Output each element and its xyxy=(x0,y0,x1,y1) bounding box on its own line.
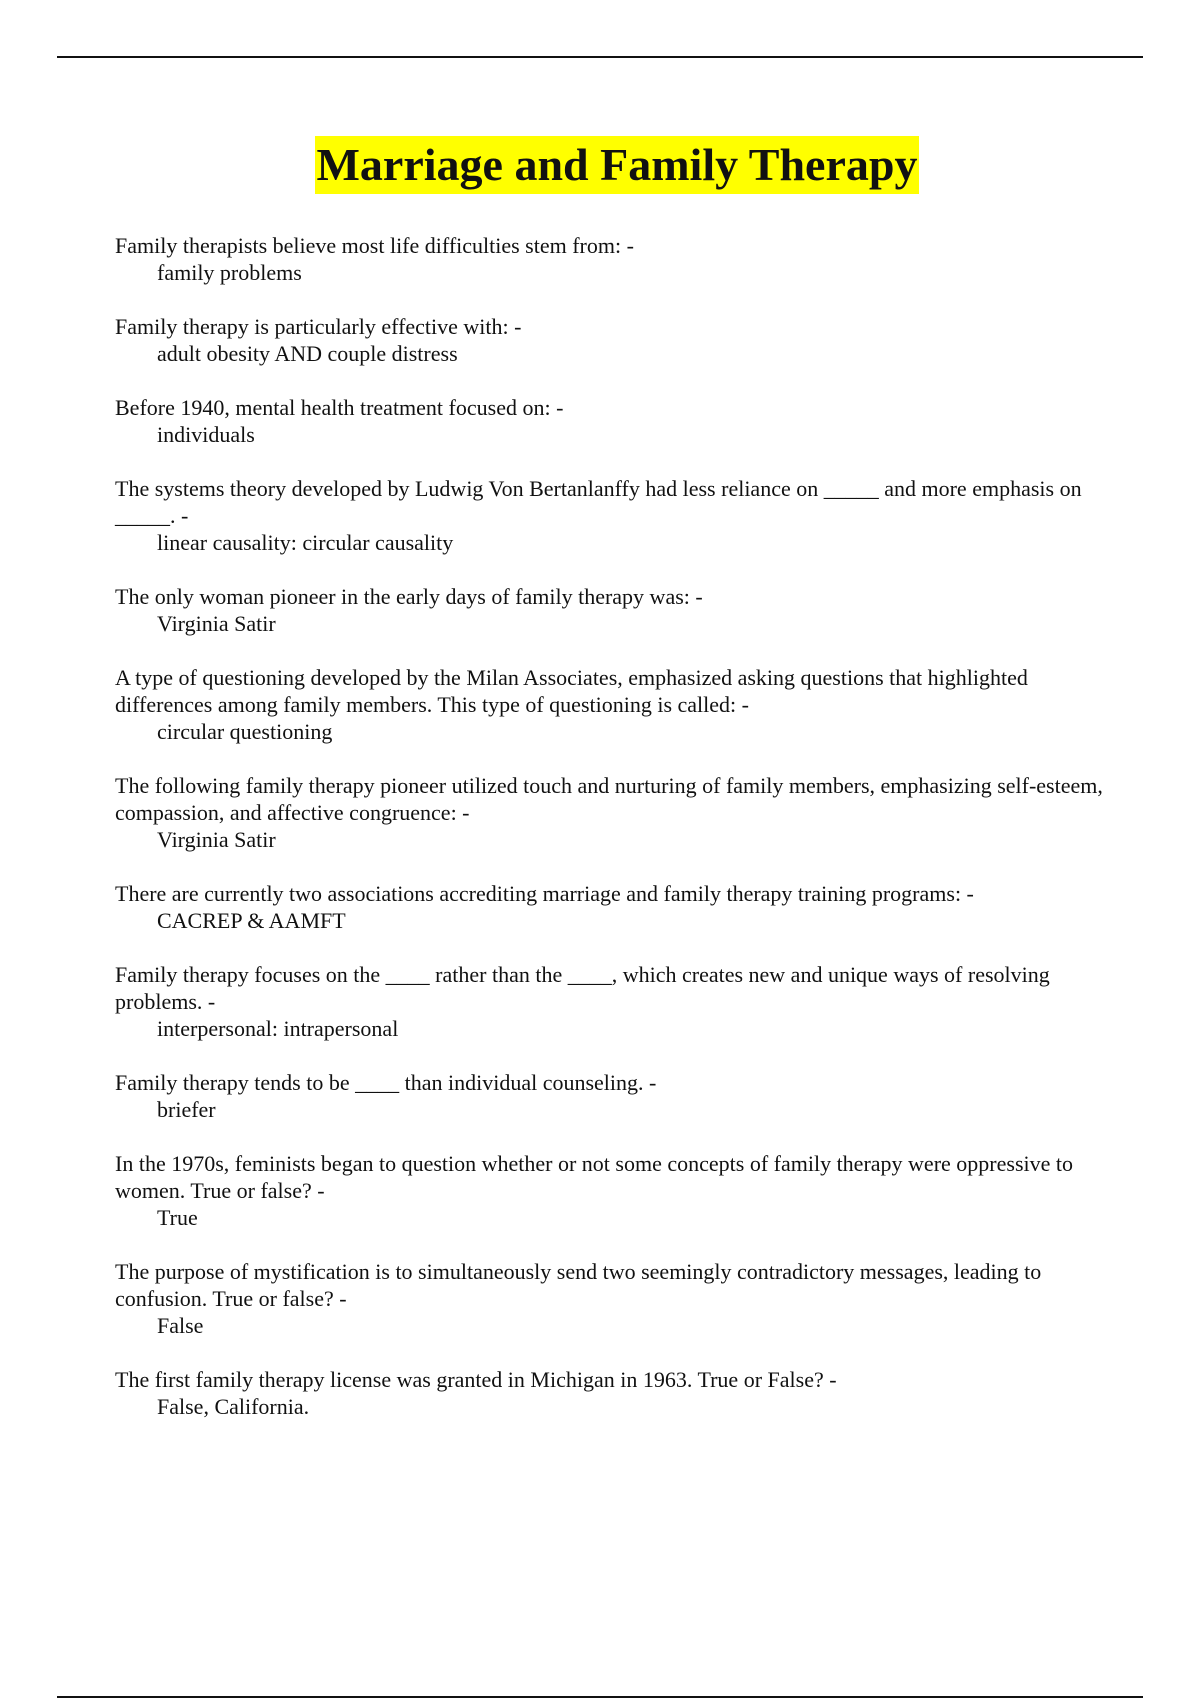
answer-text: briefer xyxy=(157,1097,216,1122)
question-text: The first family therapy license was granted in Michigan in 1963. True or False? - xyxy=(115,1367,837,1392)
question-text: The following family therapy pioneer utilized touch and nurturing of family members, emphasizing self-esteem, compassion, and affective congruence: - xyxy=(115,773,1103,825)
qa-item xyxy=(115,1258,1125,1339)
qa-item xyxy=(115,583,1125,637)
qa-list xyxy=(115,232,1125,1447)
qa-item xyxy=(115,1150,1125,1231)
qa-item xyxy=(115,880,1125,934)
question-text: The systems theory developed by Ludwig Von Bertanlanffy had less reliance on _____ and more emphasis on _____. - xyxy=(115,476,1082,528)
qa-item xyxy=(115,1366,1125,1420)
answer-text: False, California. xyxy=(157,1394,310,1419)
question-text: Before 1940, mental health treatment focused on: - xyxy=(115,395,564,420)
answer-text: True xyxy=(157,1205,198,1230)
top-divider xyxy=(57,56,1143,58)
question-text: There are currently two associations accrediting marriage and family therapy training programs: - xyxy=(115,881,974,906)
qa-item xyxy=(115,1069,1125,1123)
answer-text: circular questioning xyxy=(157,719,333,744)
title-container xyxy=(0,136,1200,194)
answer-text: individuals xyxy=(157,422,255,447)
qa-item xyxy=(115,232,1125,286)
bottom-divider xyxy=(57,1696,1143,1698)
qa-item xyxy=(115,664,1125,745)
answer-text: linear causality: circular causality xyxy=(157,530,454,555)
qa-item xyxy=(115,961,1125,1042)
question-text: The purpose of mystification is to simultaneously send two seemingly contradictory messages, leading to confusion. True or false? - xyxy=(115,1259,1042,1311)
question-text: Family therapy is particularly effective with: - xyxy=(115,314,522,339)
answer-text: family problems xyxy=(157,260,302,285)
answer-text: Virginia Satir xyxy=(157,827,276,852)
question-text: Family therapy tends to be ____ than individual counseling. - xyxy=(115,1070,657,1095)
qa-item xyxy=(115,772,1125,853)
answer-text: CACREP & AAMFT xyxy=(157,908,346,933)
question-text: Family therapy focuses on the ____ rather than the ____, which creates new and unique ways of resolving problems. - xyxy=(115,962,1050,1014)
question-text: A type of questioning developed by the Milan Associates, emphasized asking questions that highlighted differences among family members. This type of questioning is called: - xyxy=(115,665,1028,717)
qa-item xyxy=(115,394,1125,448)
answer-text: Virginia Satir xyxy=(157,611,276,636)
answer-text: adult obesity AND couple distress xyxy=(157,341,458,366)
answer-text: interpersonal: intrapersonal xyxy=(157,1016,399,1041)
qa-item xyxy=(115,475,1125,556)
question-text: In the 1970s, feminists began to question whether or not some concepts of family therapy were oppressive to women. True or false? - xyxy=(115,1151,1073,1203)
question-text: The only woman pioneer in the early days of family therapy was: - xyxy=(115,584,703,609)
answer-text: False xyxy=(157,1313,204,1338)
qa-item xyxy=(115,313,1125,367)
page-title: Marriage and Family Therapy xyxy=(315,136,920,194)
question-text: Family therapists believe most life difficulties stem from: - xyxy=(115,233,634,258)
